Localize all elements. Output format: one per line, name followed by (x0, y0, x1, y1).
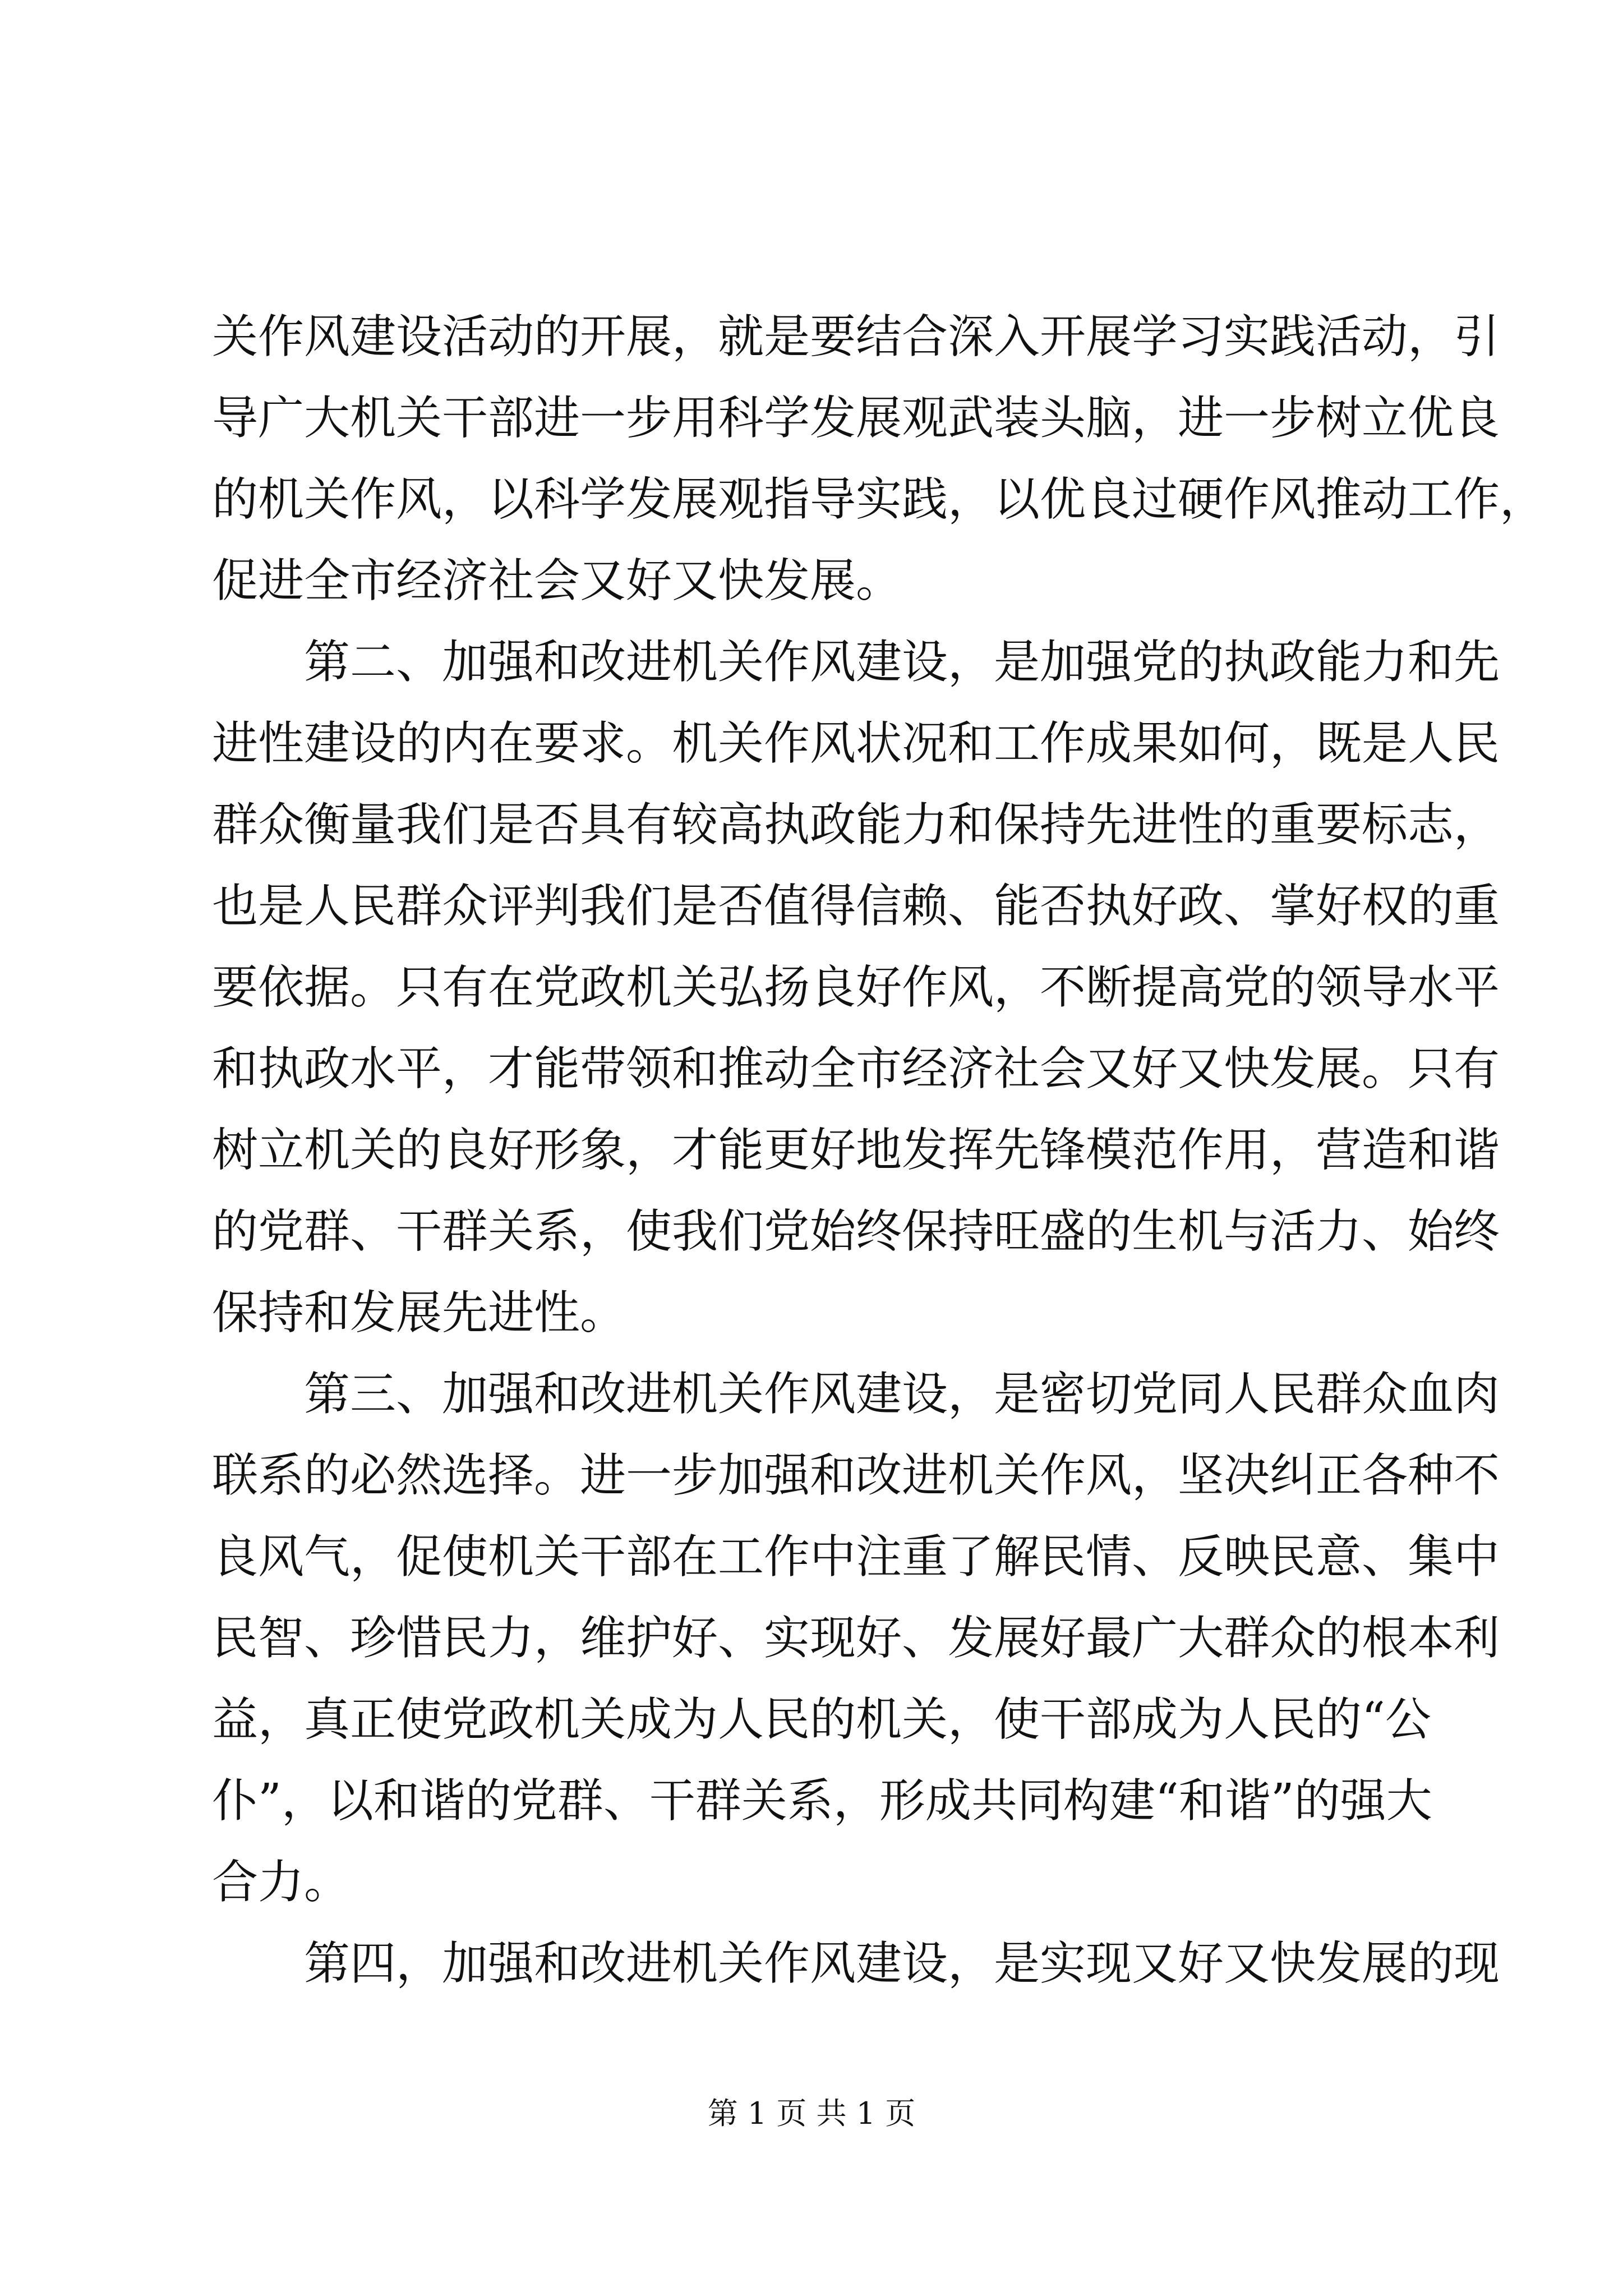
text-line: 和执政水平，才能带领和推动全市经济社会又好又快发展。只有 (212, 1042, 1500, 1096)
text-line: 也是人民群众评判我们是否值得信赖、能否执好政、掌好权的重 (212, 880, 1500, 933)
text-line: 关作风建设活动的开展，就是要结合深入开展学习实践活动，引 (212, 310, 1500, 364)
text-line: 良风气，促使机关干部在工作中注重了解民情、反映民意、集中 (212, 1530, 1500, 1584)
paragraph-start-line: 第四，加强和改进机关作风建设，是实现又好又快发展的现 (304, 1937, 1500, 1990)
paragraph-start-line: 第三、加强和改进机关作风建设，是密切党同人民群众血肉 (304, 1368, 1500, 1421)
text-line: 促进全市经济社会又好又快发展。 (212, 554, 902, 608)
text-line: 要依据。只有在党政机关弘扬良好作风，不断提高党的领导水平 (212, 961, 1500, 1014)
text-line: 的党群、干群关系，使我们党始终保持旺盛的生机与活力、始终 (212, 1205, 1500, 1258)
text-line: 导广大机关干部进一步用科学发展观武装头脑，进一步树立优良 (212, 392, 1500, 445)
page-footer: 第 1 页 共 1 页 (707, 2096, 916, 2131)
body-text (212, 296, 1546, 2004)
text-line: 进性建设的内在要求。机关作风状况和工作成果如何，既是人民 (212, 717, 1500, 770)
text-line: 树立机关的良好形象，才能更好地发挥先锋模范作用，营造和谐 (212, 1124, 1500, 1177)
text-line: 联系的必然选择。进一步加强和改进机关作风，坚决纠正各种不 (212, 1449, 1500, 1502)
text-line: 保持和发展先进性。 (212, 1286, 626, 1340)
text-line: 仆”，以和谐的党群、干群关系，形成共同构建“和谐”的强大 (212, 1774, 1432, 1828)
text-line: 民智、珍惜民力，维护好、实现好、发展好最广大群众的根本利 (212, 1612, 1500, 1665)
text-line: 益，真正使党政机关成为人民的机关，使干部成为人民的“公 (212, 1693, 1431, 1746)
paragraph-start-line: 第二、加强和改进机关作风建设，是加强党的执政能力和先 (304, 636, 1500, 689)
text-line: 合力。 (212, 1856, 351, 1909)
text-line: 群众衡量我们是否具有较高执政能力和保持先进性的重要标志， (212, 798, 1500, 852)
text-line: 的机关作风，以科学发展观指导实践，以优良过硬作风推动工作， (212, 473, 1546, 526)
